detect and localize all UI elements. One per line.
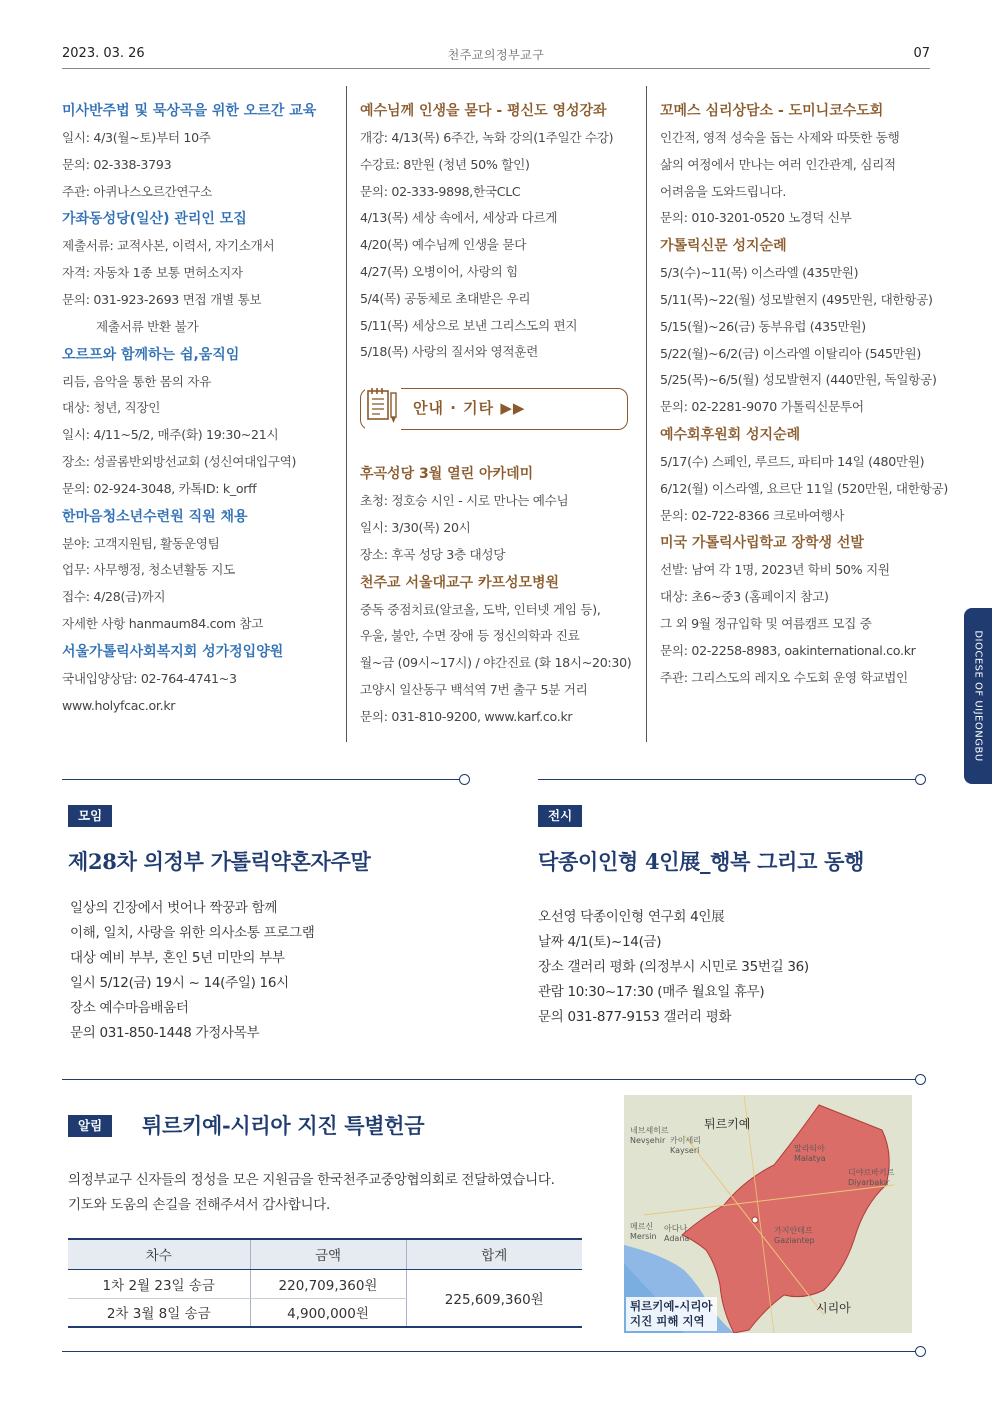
text-line: 대상: 초6~중3 (홈페이지 참고) xyxy=(660,589,829,605)
text-line: 5/15(월)~26(금) 동부유럽 (435만원) xyxy=(660,318,866,334)
map-city-label: 네브셰히르 Nevşehir xyxy=(630,1126,669,1145)
text-line: 5/11(목) 세상으로 보낸 그리스도의 편지 xyxy=(360,317,578,333)
text-line: 4/20(목) 예수님께 인생을 묻다 xyxy=(360,237,527,253)
text-line: 문의: 031-923-2693 면접 개별 통보 xyxy=(62,291,262,307)
map-country-label: 튀르키예 xyxy=(704,1117,751,1131)
text-line: 문의: 02-2281-9070 가톨릭신문투어 xyxy=(660,399,864,415)
section-title: 예수회후원회 성지순례 xyxy=(660,426,801,443)
map-city-label: 디야르바키르 Diyarbakır xyxy=(848,1168,895,1187)
text-line: 오선영 닥종이인형 연구회 4인展 xyxy=(538,909,725,925)
text-line: 어려움을 도와드립니다. xyxy=(660,183,787,199)
earthquake-map xyxy=(624,1095,912,1333)
text-line: 중독 중점치료(알코올, 도박, 인터넷 게임 등), xyxy=(360,601,601,617)
column-3 xyxy=(660,97,949,691)
event-details xyxy=(70,896,315,1046)
divider-line xyxy=(62,1351,916,1352)
table-cell: 2차 3월 8일 송금 xyxy=(68,1298,250,1327)
table-cell: 4,900,000원 xyxy=(250,1298,406,1327)
table-total-cell: 225,609,360원 xyxy=(406,1269,582,1327)
side-tab-label: DIOCESE OF UIJEONGBU xyxy=(972,630,984,762)
text-line: 일시 5/12(금) 19시 ~ 14(주일) 16시 xyxy=(70,975,289,991)
map-city-label: 가지안테프 Gaziantep xyxy=(774,1226,815,1245)
column-divider xyxy=(346,86,347,742)
header-date: 2023. 03. 26 xyxy=(62,46,145,61)
text-line: 고양시 일산동구 백석역 7번 출구 5분 거리 xyxy=(360,681,588,697)
text-line: 문의 031-850-1448 가정사목부 xyxy=(70,1025,260,1041)
text-line: 문의: 02-338-3793 xyxy=(62,156,172,172)
event-title: 제28차 의정부 가톨릭약혼자주말 xyxy=(68,849,371,874)
text-line: 5/17(수) 스페인, 루르드, 파티마 14일 (480만원) xyxy=(660,453,925,469)
text-line: 5/18(목) 사랑의 질서와 영적훈련 xyxy=(360,344,538,360)
text-line: 제출서류: 교적사본, 이력서, 자기소개서 xyxy=(62,238,275,254)
text-line: 문의: 010-3201-0520 노경덕 신부 xyxy=(660,210,852,226)
text-line: 일시: 3/30(목) 20시 xyxy=(360,519,471,535)
text-line: 삶의 여정에서 만나는 여러 인간관계, 심리적 xyxy=(660,156,896,172)
notepad-pencil-icon xyxy=(365,383,401,431)
map-city-label: 말라티아 Malatya xyxy=(794,1144,826,1163)
text-line: 접수: 4/28(금)까지 xyxy=(62,589,166,605)
section-title: 천주교 서울대교구 카프성모병원 xyxy=(360,574,560,591)
text-line: 문의: 02-722-8366 크로바여행사 xyxy=(660,507,845,523)
text-line: 5/22(월)~6/2(금) 이스라엘 이탈리아 (545만원) xyxy=(660,345,922,361)
map-caption xyxy=(626,1297,717,1331)
section-title: 가좌동성당(일산) 관리인 모집 xyxy=(62,211,247,228)
column-2 xyxy=(360,97,632,731)
divider-line xyxy=(538,779,916,780)
text-line: 대상: 청년, 직장인 xyxy=(62,400,161,416)
table-cell: 220,709,360원 xyxy=(250,1269,406,1298)
text-line: 장소 갤러리 평화 (의정부시 시민로 35번길 36) xyxy=(538,959,809,975)
notice-banner xyxy=(360,388,628,430)
table-header: 금액 xyxy=(250,1239,406,1269)
table-header: 차수 xyxy=(68,1239,250,1269)
text-line: 관람 10:30~17:30 (매주 월요일 휴무) xyxy=(538,984,765,1000)
text-line: 기도와 도움의 손길을 전해주셔서 감사합니다. xyxy=(68,1197,331,1213)
text-line: 일시: 4/3(월~토)부터 10주 xyxy=(62,130,211,145)
header-title: 천주교의정부교구 xyxy=(447,48,545,62)
text-line: 5/3(수)~11(목) 이스라엘 (435만원) xyxy=(660,265,859,281)
text-line: 문의: 02-2258-8983, oakinternational.co.kr xyxy=(660,642,916,658)
text-line: 문의: 02-924-3048, 카톡ID: k_orff xyxy=(62,480,257,496)
text-line: 장소 예수마음배움터 xyxy=(70,1000,189,1016)
section-title: 미사반주법 및 묵상곡을 위한 오르간 교육 xyxy=(62,103,317,119)
text-line: 6/12(월) 이스라엘, 요르단 11일 (520만원, 대한항공) xyxy=(660,480,949,496)
section-title: 예수님께 인생을 묻다 - 평신도 영성강좌 xyxy=(360,103,607,119)
category-tag: 전시 xyxy=(538,805,582,827)
section-title: 오르프와 함께하는 쉼,움직임 xyxy=(62,346,240,363)
text-line: 5/25(목)~6/5(월) 성모발현지 (440만원, 독일항공) xyxy=(660,372,937,388)
column-divider xyxy=(646,86,647,742)
text-line: 월~금 (09시~17시) / 야간진료 (화 18시~20:30) xyxy=(360,655,632,671)
text-line: 이해, 일치, 사랑을 위한 의사소통 프로그램 xyxy=(70,925,315,941)
text-line: 업무: 사무행정, 청소년활동 지도 xyxy=(62,562,236,578)
text-line: 인간적, 영적 성숙을 돕는 사제와 따뜻한 동행 xyxy=(660,130,900,145)
column-1 xyxy=(62,97,340,719)
map-caption-line: 지진 피해 지역 xyxy=(630,1314,705,1328)
text-line: 문의: 02-333-9898,한국CLC xyxy=(360,183,521,199)
event-title: 닥종이인형 4인展_행복 그리고 동행 xyxy=(538,849,865,874)
text-line: 대상 예비 부부, 혼인 5년 미만의 부부 xyxy=(70,950,285,966)
notice-label: 안내 · 기타 ▶▶ xyxy=(413,399,526,418)
map-city-label: 카이세리 Kayseri xyxy=(670,1136,701,1155)
text-line: 날짜 4/1(토)~14(금) xyxy=(538,934,662,950)
text-line: 문의 031-877-9153 갤러리 평화 xyxy=(538,1009,732,1025)
section-title: 미국 가톨릭사립학교 장학생 선발 xyxy=(660,535,864,552)
table-cell: 1차 2월 23일 송금 xyxy=(68,1269,250,1298)
divider-line xyxy=(62,779,460,780)
text-line: 4/27(목) 오병이어, 사랑의 힘 xyxy=(360,263,518,279)
category-tag: 모임 xyxy=(68,805,112,827)
text-line: 일시: 4/11~5/2, 매주(화) 19:30~21시 xyxy=(62,427,279,443)
side-tab xyxy=(964,608,992,784)
text-line: 자세한 사항 hanmaum84.com 참고 xyxy=(62,615,264,631)
text-line: 우울, 불안, 수면 장애 등 정신의학과 진료 xyxy=(360,628,580,644)
text-line: 주관: 아퀴나스오르간연구소 xyxy=(62,183,213,199)
page-number: 07 xyxy=(913,46,930,61)
event-details xyxy=(538,905,809,1030)
text-line: 장소: 후곡 성당 3층 대성당 xyxy=(360,546,506,562)
text-line: 리듬, 음악을 통한 몸의 자유 xyxy=(62,373,212,389)
text-line: 주관: 그리스도의 레지오 수도회 운영 학교법인 xyxy=(660,669,908,685)
text-line: 의정부교구 신자들의 정성을 모은 지원금을 한국천주교중앙협의회로 전달하였습니다. xyxy=(68,1172,555,1188)
map-city-label: 메르신 Mersin xyxy=(630,1222,657,1241)
text-line: 초청: 정호승 시인 - 시로 만나는 예수님 xyxy=(360,493,569,509)
text-line: 수강료: 8만원 (청년 50% 할인) xyxy=(360,156,530,172)
category-tag: 알림 xyxy=(68,1115,112,1137)
text-line: 자격: 자동차 1종 보통 면허소지자 xyxy=(62,265,243,281)
text-line: 장소: 성골롬반외방선교회 (성신여대입구역) xyxy=(62,453,297,469)
map-country-label: 시리아 xyxy=(816,1301,851,1315)
header-rule xyxy=(62,68,930,69)
text-line: 제출서류 반환 불가 xyxy=(96,318,199,334)
section-title: 꼬메스 심리상담소 - 도미니코수도회 xyxy=(660,103,884,119)
text-line: 일상의 긴장에서 벗어나 짝꿍과 함께 xyxy=(70,900,278,916)
text-line: 5/4(목) 공동체로 초대받은 우리 xyxy=(360,290,531,306)
text-line: www.holyfcac.or.kr xyxy=(62,697,176,713)
text-line: 분야: 고객지원팀, 활동운영팀 xyxy=(62,535,220,551)
text-line: 개강: 4/13(목) 6주간, 녹화 강의(1주일간 수강) xyxy=(360,130,614,145)
map-caption-line: 튀르키예-시리아 xyxy=(630,1299,713,1313)
section-title: 후곡성당 3월 열린 아카데미 xyxy=(360,466,534,483)
text-line: 문의: 031-810-9200, www.karf.co.kr xyxy=(360,708,573,724)
divider-line xyxy=(62,1079,916,1080)
notice-title: 튀르키예-시리아 지진 특별헌금 xyxy=(142,1113,425,1138)
text-line: 4/13(목) 세상 속에서, 세상과 다르게 xyxy=(360,210,558,226)
section-title: 서울가톨릭사회복지회 성가정입양원 xyxy=(62,643,284,660)
notice-body xyxy=(68,1168,555,1218)
section-title: 가톨릭신문 성지순례 xyxy=(660,238,787,255)
text-line: 5/11(목)~22(월) 성모발현지 (495만원, 대한항공) xyxy=(660,291,933,307)
table-header: 합계 xyxy=(406,1239,582,1269)
map-city-label: 아다나 Adana xyxy=(664,1224,690,1243)
text-line: 선발: 남여 각 1명, 2023년 학비 50% 지원 xyxy=(660,562,890,578)
donation-table xyxy=(68,1238,582,1328)
table-row xyxy=(68,1269,582,1298)
text-line: 국내입양상담: 02-764-4741~3 xyxy=(62,670,237,686)
text-line: 그 외 9월 정규입학 및 여름캠프 모집 중 xyxy=(660,615,872,631)
section-title: 한마음청소년수련원 직원 채용 xyxy=(62,508,248,525)
